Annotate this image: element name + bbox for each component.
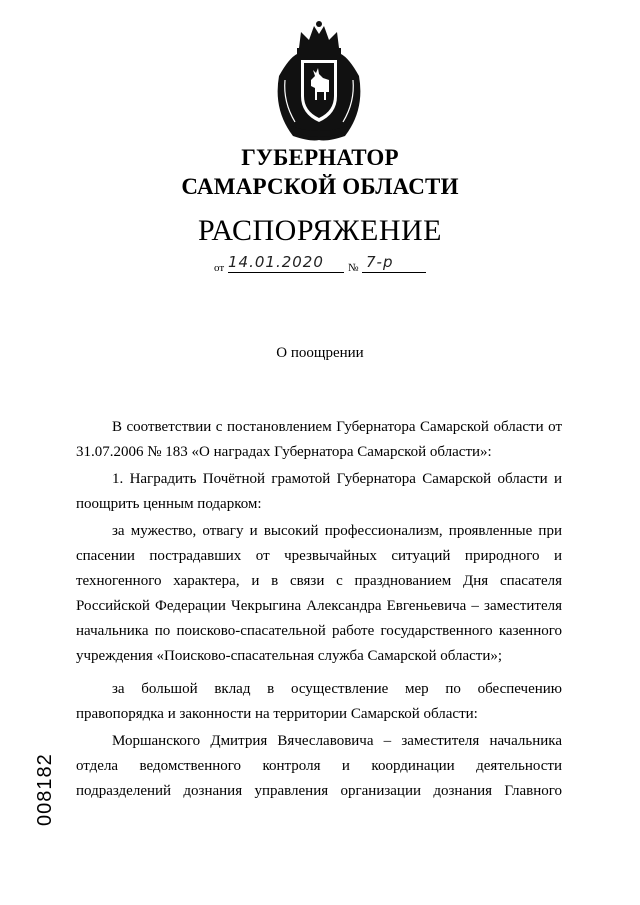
governor-title: ГУБЕРНАТОР bbox=[241, 145, 399, 170]
region-title: САМАРСКОЙ ОБЛАСТИ bbox=[181, 174, 459, 199]
side-document-number: 008182 bbox=[34, 753, 56, 826]
subject-line: О поощрении bbox=[276, 345, 364, 361]
date-underline bbox=[228, 272, 344, 273]
paragraph-nominee: Моршанского Дмитрия Вячеславовича – заместителя начальника отдела ведомственного контроля и координации деятельности подразделений дознания управления организации дознания Главного bbox=[76, 733, 562, 799]
paragraph-law-order-merit: за большой вклад в осуществление мер по обеспечению правопорядка и законности на территории Самарской области: bbox=[76, 681, 562, 722]
document-type: РАСПОРЯЖЕНИЕ bbox=[197, 214, 443, 247]
paragraph-rescue-merit: за мужество, отвагу и высокий профессионализм, проявленные при спасении пострадавших от чрезвычайных ситуаций природного и техногенного характера, и в связи с празднованием Дня спасателя Российской Федерации Чекрыгина Александра Евгеньевича – заместителя начальника по поисково-спасательной работе государственного казенного учреждения «Поисково-спасательная служба Самарской области»; bbox=[76, 523, 562, 664]
number-value: 7-р bbox=[366, 253, 394, 271]
number-underline bbox=[362, 272, 426, 273]
number-label: № bbox=[348, 262, 359, 274]
dateline bbox=[214, 255, 434, 275]
paragraph-award-clause: 1. Наградить Почётной грамотой Губернатора Самарской области и поощрить ценным подарком: bbox=[76, 471, 562, 512]
date-from-label: от bbox=[214, 262, 225, 274]
paragraph-preamble: В соответствии с постановлением Губернатора Самарской области от 31.07.2006 № 183 «О наградах Губернатора Самарской области»: bbox=[76, 419, 562, 460]
coat-of-arms-emblem bbox=[271, 18, 367, 143]
date-value: 14.01.2020 bbox=[228, 253, 324, 271]
